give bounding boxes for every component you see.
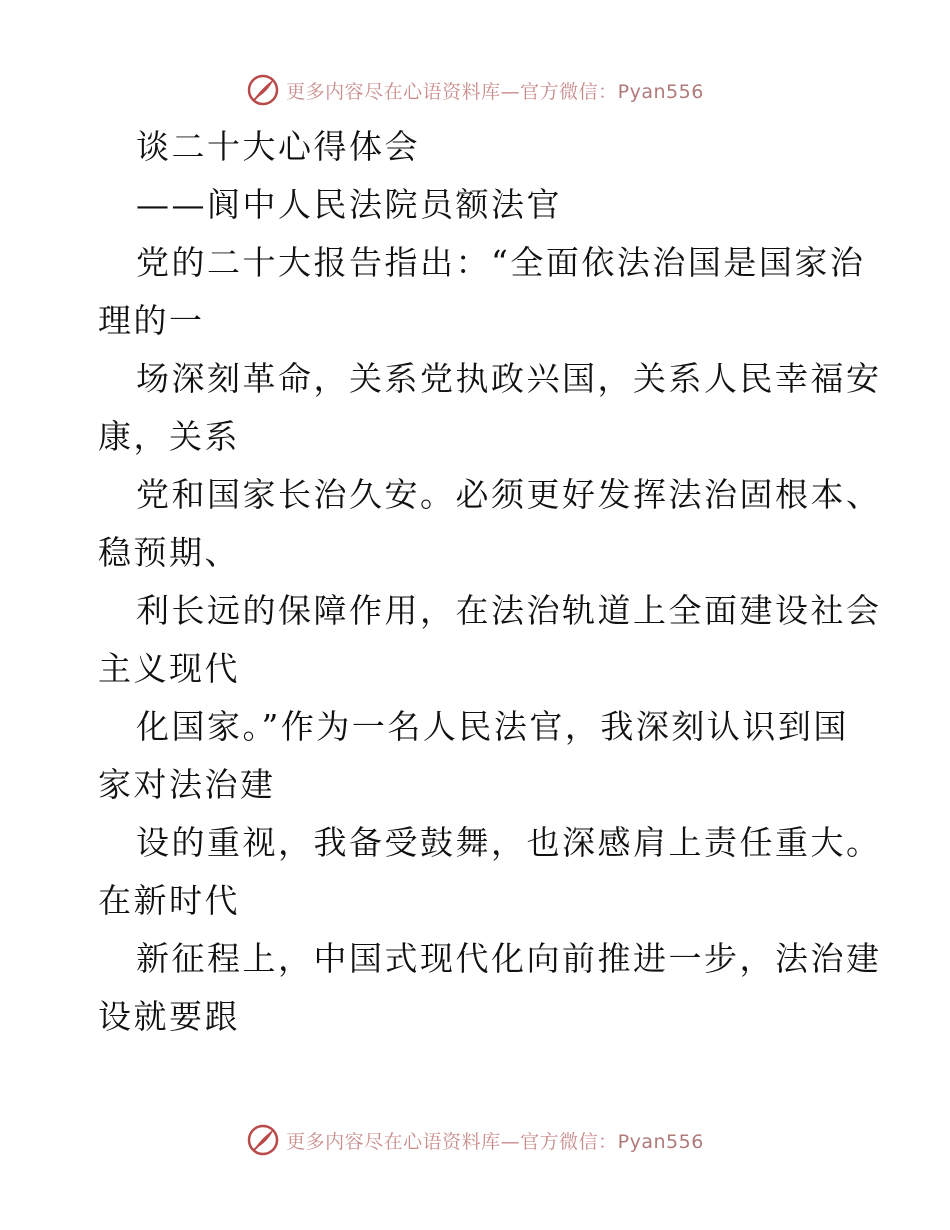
paragraph-line: 化国家。”作为一名人民法官，我深刻认识到国 [136, 707, 849, 746]
document-body [98, 118, 882, 1046]
paragraph-line: 党的二十大报告指出：“全面依法治国是国家治 [136, 243, 866, 282]
paragraph-line: 康，关系 [98, 417, 240, 456]
quill-logo-icon [246, 1123, 280, 1157]
paragraph-line: 家对法治建 [98, 765, 276, 804]
watermark-label: 更多内容尽在心语资料库—官方微信： [286, 1130, 618, 1153]
document-subtitle: ——阆中人民法院员额法官 [136, 185, 562, 224]
watermark-wechat-id: Pyan556 [617, 80, 704, 103]
watermark-text [286, 1127, 704, 1154]
paragraph-line: 理的一 [98, 301, 205, 340]
paragraph-line: 稳预期、 [98, 533, 240, 572]
document-title: 谈二十大心得体会 [136, 127, 420, 166]
quill-logo-icon [246, 73, 280, 107]
watermark-label: 更多内容尽在心语资料库—官方微信： [286, 80, 618, 103]
paragraph-line: 主义现代 [98, 649, 240, 688]
paragraph-line: 设的重视，我备受鼓舞，也深感肩上责任重大。 [136, 823, 882, 862]
footer-watermark [0, 1122, 950, 1158]
watermark-text [286, 77, 704, 104]
paragraph-line: 场深刻革命，关系党执政兴国，关系人民幸福安 [136, 359, 882, 398]
watermark-wechat-id: Pyan556 [617, 1130, 704, 1153]
paragraph-line: 在新时代 [98, 881, 240, 920]
paragraph-line: 利长远的保障作用，在法治轨道上全面建设社会 [136, 591, 882, 630]
paragraph-line: 党和国家长治久安。必须更好发挥法治固根本、 [136, 475, 882, 514]
header-watermark [0, 72, 950, 108]
paragraph-line: 设就要跟 [98, 997, 240, 1036]
paragraph-line: 新征程上，中国式现代化向前推进一步，法治建 [136, 939, 882, 978]
